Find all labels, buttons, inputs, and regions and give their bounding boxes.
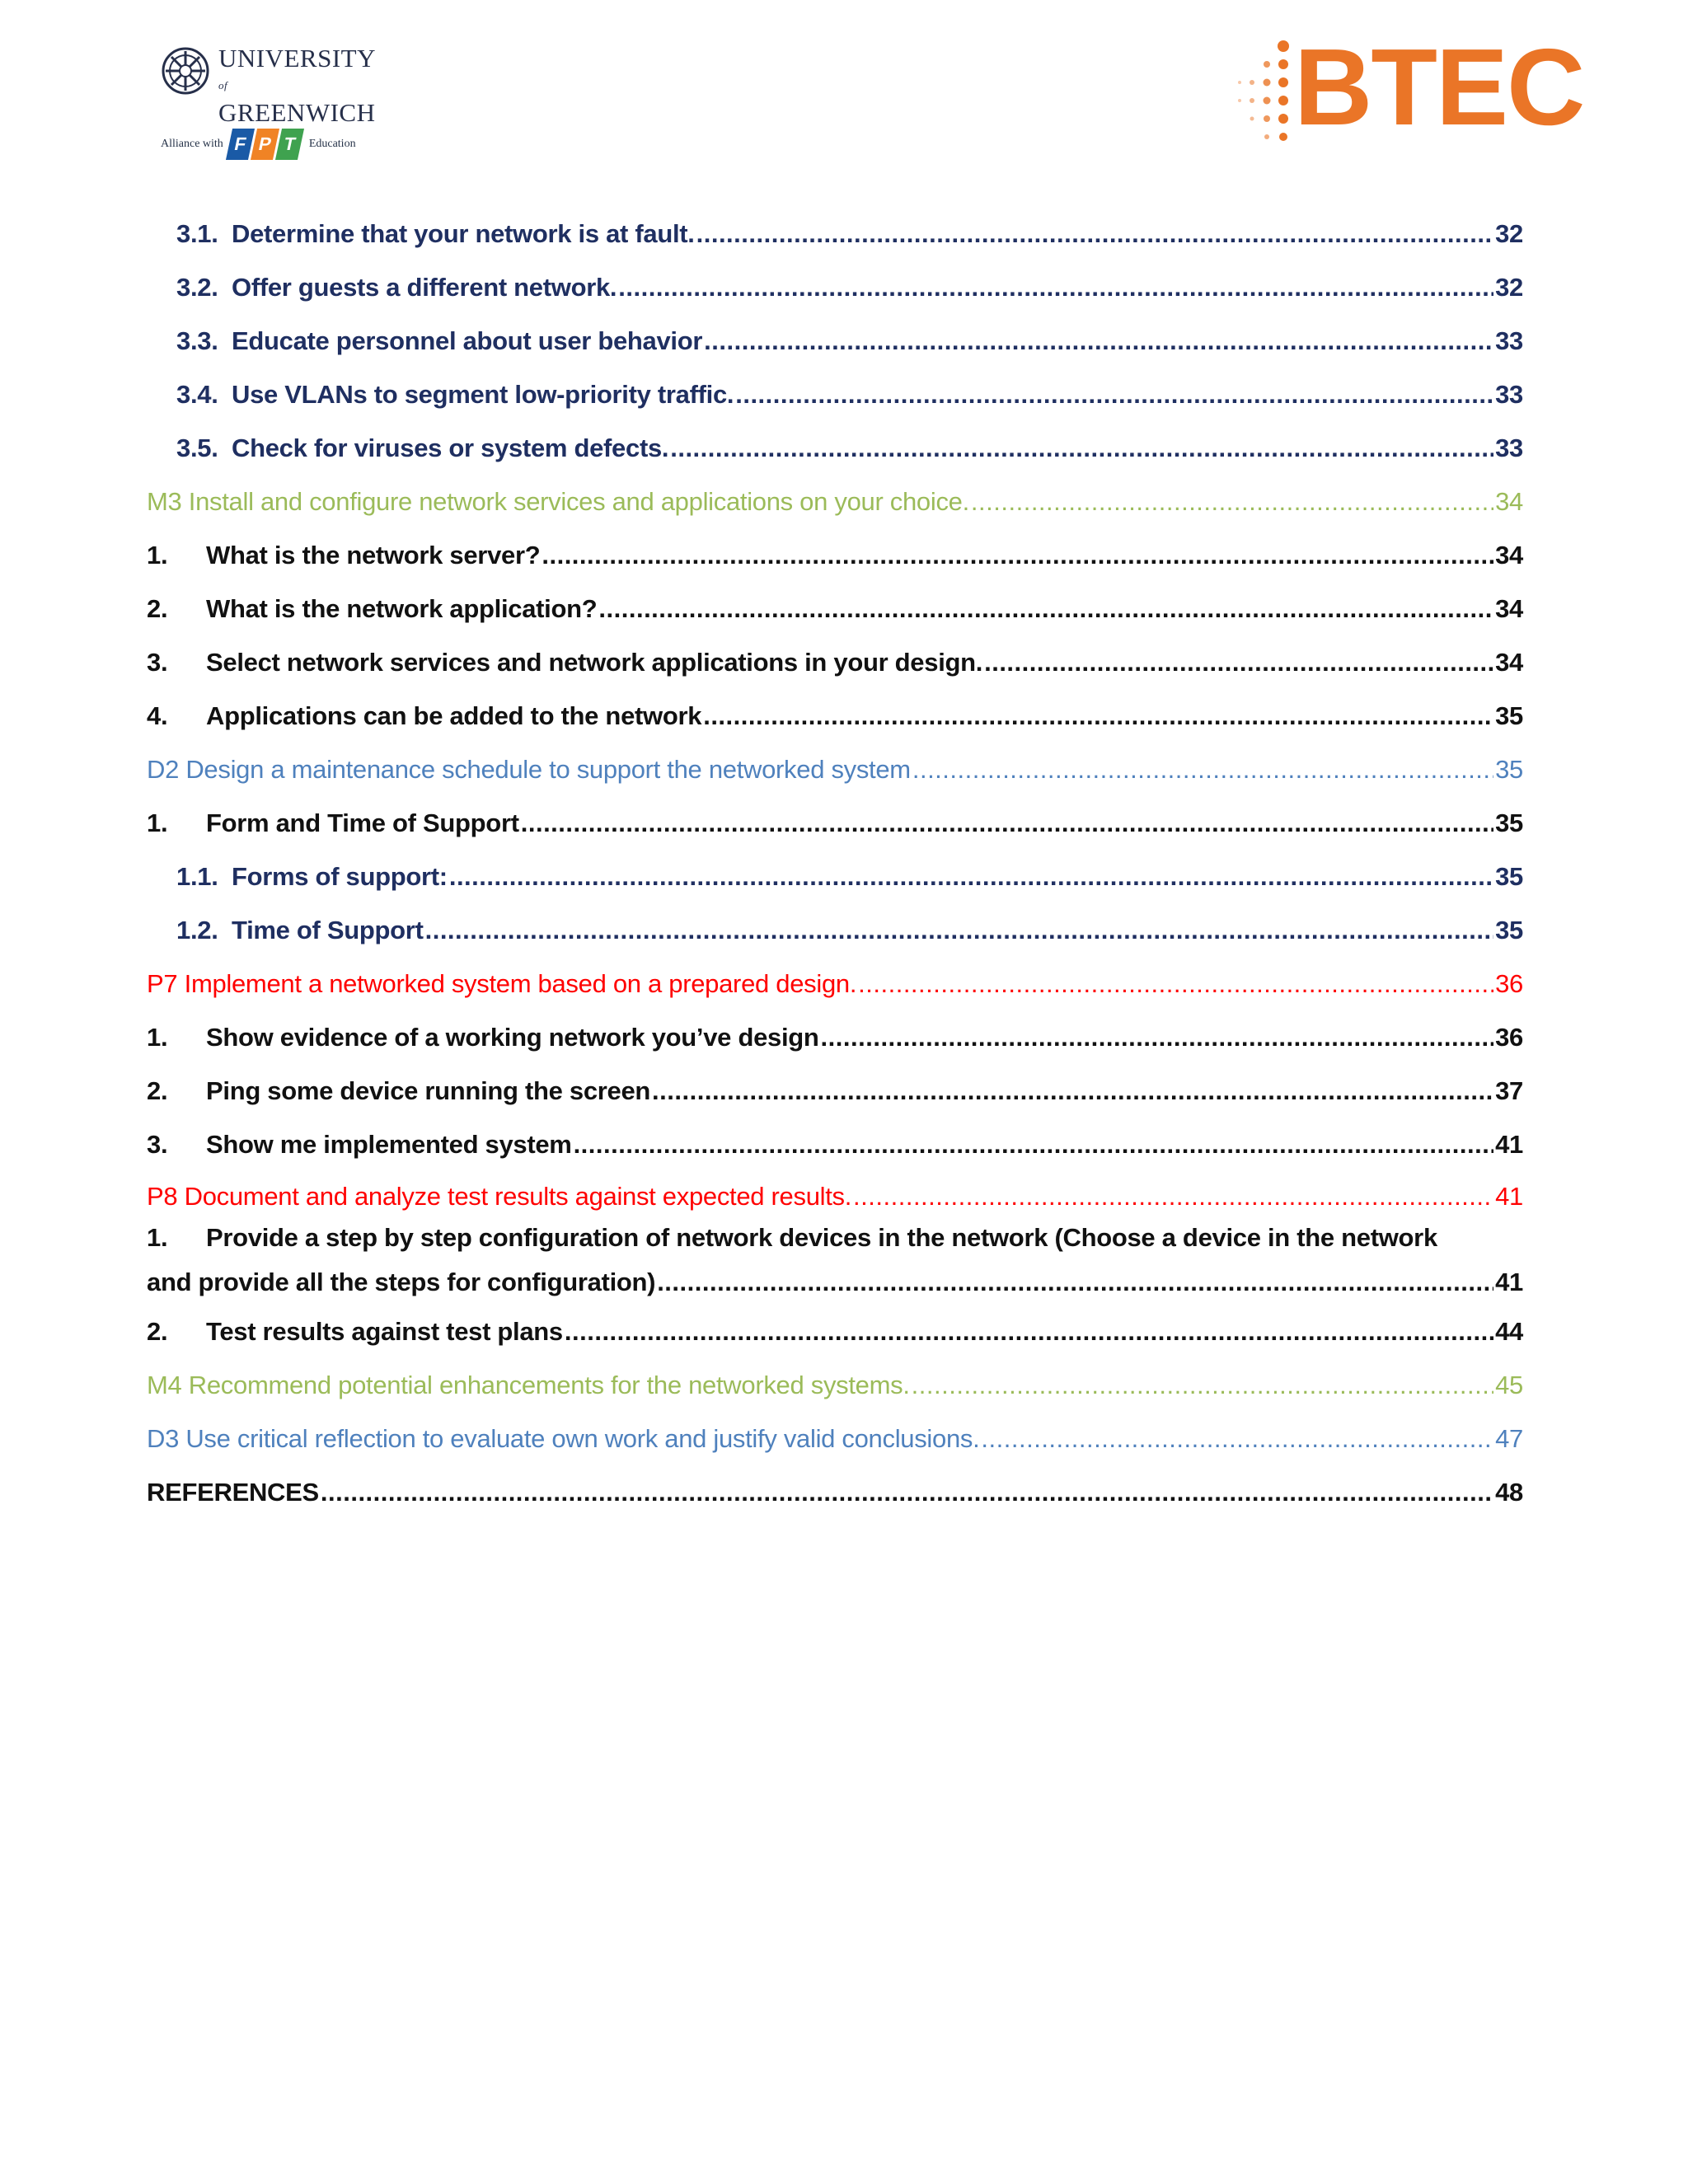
toc-entry-page-number: 33: [1495, 434, 1523, 462]
toc-entry-page-number: 41: [1495, 1182, 1523, 1211]
toc-entry-title: Form and Time of Support: [206, 808, 519, 837]
toc-entry[interactable]: [176, 417, 1523, 463]
toc-entry-leader-dots: [521, 808, 1493, 838]
toc-entry-number: 3.5.: [176, 434, 218, 462]
toc-entry[interactable]: [176, 899, 1523, 945]
toc-entry[interactable]: [176, 363, 1523, 410]
toc-entry-title: What is the network server?: [206, 541, 541, 569]
toc-entry-page-number: 34: [1495, 541, 1523, 569]
toc-entry-leader-dots: [542, 541, 1493, 570]
toc-entry-leader-dots: [670, 434, 1493, 463]
toc-entry-leader-dots: [981, 1424, 1493, 1454]
toc-entry[interactable]: [147, 1354, 1523, 1400]
toc-entry-title: Time of Support: [232, 916, 424, 944]
toc-entry[interactable]: [176, 310, 1523, 356]
toc-entry-page-number: 34: [1495, 648, 1523, 677]
toc-entry-second-line: [147, 1258, 1523, 1297]
toc-entry-number: 3.4.: [176, 380, 218, 409]
toc-entry[interactable]: [147, 1113, 1523, 1160]
toc-entry-title: Provide a step by step configuration of network devices in the network (Choose a device in the network: [206, 1223, 1437, 1252]
toc-entry[interactable]: [147, 1165, 1523, 1212]
toc-entry[interactable]: [147, 578, 1523, 624]
toc-entry-page-number: 41: [1495, 1268, 1523, 1296]
toc-entry-title: P7 Implement a networked system based on a prepared design.: [147, 969, 857, 998]
toc-entry-title: Determine that your network is at fault.: [232, 219, 695, 248]
toc-entry-leader-dots: [618, 273, 1493, 302]
toc-entry-leader-dots: [984, 648, 1493, 677]
toc-entry-title: Show me implemented system: [206, 1130, 572, 1159]
alliance-line: [161, 124, 356, 165]
toc-entry[interactable]: [147, 471, 1523, 517]
toc-entry-leader-dots: [321, 1478, 1493, 1507]
toc-entry-title: Ping some device running the screen: [206, 1076, 651, 1105]
toc-entry-number: 3.1.: [176, 219, 218, 248]
toc-entry-page-number: 41: [1495, 1130, 1523, 1159]
toc-entry-page-number: 36: [1495, 969, 1523, 998]
toc-entry-page-number: 34: [1495, 594, 1523, 623]
toc-entry-title: What is the network application?: [206, 594, 598, 623]
university-name-of: of: [218, 79, 228, 91]
university-of-greenwich-logo: [161, 43, 400, 166]
toc-entry-title-continued: and provide all the steps for configuration): [147, 1268, 656, 1296]
toc-entry-title: Use VLANs to segment low-priority traffic.: [232, 380, 734, 409]
toc-entry-leader-dots: [657, 1268, 1493, 1297]
toc-entry-leader-dots: [425, 916, 1494, 945]
toc-entry-page-number: 33: [1495, 380, 1523, 409]
toc-entry-title: M4 Recommend potential enhancements for the networked systems.: [147, 1371, 910, 1399]
toc-entry-leader-dots: [735, 380, 1493, 410]
toc-entry-number: 4.: [147, 701, 168, 730]
toc-entry-leader-dots: [696, 219, 1494, 249]
toc-entry-leader-dots: [853, 1182, 1493, 1212]
fpt-logo: [229, 129, 303, 160]
university-name-line2: GREENWICH: [218, 98, 376, 127]
toc-entry-page-number: 32: [1495, 273, 1523, 302]
toc-entry-page-number: 33: [1495, 326, 1523, 355]
toc-entry-title: M3 Install and configure network services and applications on your choice.: [147, 487, 969, 516]
toc-entry-number: 1.: [147, 541, 168, 569]
toc-entry[interactable]: [147, 953, 1523, 999]
toc-entry-page-number: 47: [1495, 1424, 1523, 1453]
toc-entry[interactable]: [147, 1060, 1523, 1106]
toc-entry-page-number: 34: [1495, 487, 1523, 516]
fpt-letter-f: F: [226, 129, 255, 160]
btec-logo: [1232, 26, 1584, 150]
toc-entry[interactable]: [147, 1006, 1523, 1052]
alliance-suffix: Education: [308, 138, 356, 150]
fpt-letter-t: T: [275, 129, 304, 160]
toc-entry-number: 2.: [147, 594, 168, 623]
toc-entry-leader-dots: [858, 969, 1493, 999]
toc-entry-leader-dots: [565, 1317, 1493, 1347]
toc-entry-leader-dots: [449, 862, 1493, 892]
toc-entry[interactable]: [147, 524, 1523, 570]
toc-entry-page-number: 35: [1495, 916, 1523, 944]
toc-entry-leader-dots: [912, 755, 1493, 785]
toc-entry-title: P8 Document and analyze test results against expected results.: [147, 1182, 852, 1211]
toc-entry-leader-dots: [704, 326, 1493, 356]
toc-entry-title: Test results against test plans: [206, 1317, 563, 1346]
toc-entry-title: Forms of support:: [232, 862, 448, 891]
toc-entry[interactable]: [147, 1218, 1523, 1297]
toc-entry-first-line: [147, 1218, 1523, 1258]
toc-entry-page-number: 44: [1495, 1317, 1523, 1346]
toc-entry[interactable]: [176, 846, 1523, 892]
alliance-prefix: Alliance with: [161, 138, 223, 150]
toc-entry-number: 3.2.: [176, 273, 218, 302]
btec-wordmark: BTEC: [1294, 26, 1584, 148]
toc-entry-title: Applications can be added to the network: [206, 701, 702, 730]
toc-entry-leader-dots: [912, 1371, 1493, 1400]
toc-entry[interactable]: [147, 1301, 1523, 1347]
toc-entry-page-number: 32: [1495, 219, 1523, 248]
toc-entry-leader-dots: [971, 487, 1493, 517]
toc-entry-number: 3.: [147, 648, 168, 677]
toc-entry-title: Check for viruses or system defects.: [232, 434, 669, 462]
toc-entry-page-number: 35: [1495, 862, 1523, 891]
university-name-line1: UNIVERSITY: [218, 44, 376, 73]
toc-entry-title: Select network services and network applications in your design.: [206, 648, 983, 677]
toc-entry-number: 2.: [147, 1076, 168, 1105]
toc-entry-leader-dots: [598, 594, 1493, 624]
toc-entry-number: 1.: [147, 808, 168, 837]
toc-entry-page-number: 48: [1495, 1478, 1523, 1507]
toc-entry[interactable]: [176, 256, 1523, 302]
toc-entry-page-number: 35: [1495, 755, 1523, 784]
toc-entry-title: REFERENCES: [147, 1478, 319, 1507]
toc-entry[interactable]: [147, 792, 1523, 838]
toc-entry-number: 3.: [147, 1130, 168, 1159]
toc-entry-title: D2 Design a maintenance schedule to support the networked system: [147, 755, 911, 784]
toc-entry-title: D3 Use critical reflection to evaluate own work and justify valid conclusions.: [147, 1424, 980, 1453]
toc-entry-leader-dots: [703, 701, 1493, 731]
toc-entry-leader-dots: [821, 1023, 1494, 1052]
toc-entry[interactable]: [147, 738, 1523, 785]
toc-entry-number: 1.: [147, 1023, 168, 1052]
toc-entry[interactable]: [147, 1461, 1523, 1507]
toc-entry-number: 1.2.: [176, 916, 218, 944]
toc-entry-page-number: 36: [1495, 1023, 1523, 1052]
toc-entry-number: 1.: [147, 1223, 168, 1252]
toc-entry-page-number: 45: [1495, 1371, 1523, 1399]
toc-entry-leader-dots: [574, 1130, 1494, 1160]
toc-entry-title: Show evidence of a working network you’ve design: [206, 1023, 819, 1052]
fpt-letter-p: P: [251, 129, 279, 160]
university-crest-icon: [161, 46, 210, 96]
toc-entry-number: 3.3.: [176, 326, 218, 355]
toc-entry-page-number: 35: [1495, 701, 1523, 730]
toc-entry-title: Educate personnel about user behavior: [232, 326, 703, 355]
toc-entry-number: 2.: [147, 1317, 168, 1346]
toc-entry-page-number: 35: [1495, 808, 1523, 837]
toc-entry-title: Offer guests a different network.: [232, 273, 617, 302]
toc-entry[interactable]: [147, 631, 1523, 677]
toc-entry-leader-dots: [652, 1076, 1493, 1106]
toc-entry[interactable]: [147, 1408, 1523, 1454]
university-name: [218, 45, 376, 126]
toc-entry-number: 1.1.: [176, 862, 218, 891]
toc-entry[interactable]: [147, 685, 1523, 731]
toc-entry-page-number: 37: [1495, 1076, 1523, 1105]
toc-entry[interactable]: [176, 203, 1523, 249]
